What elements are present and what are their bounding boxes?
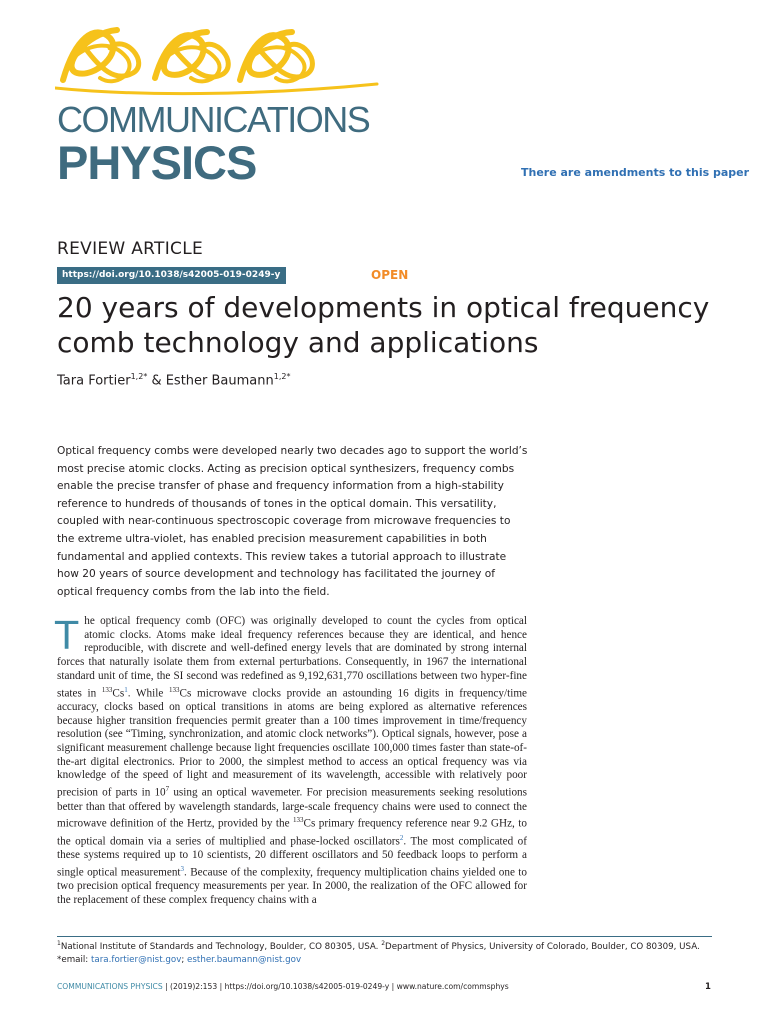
corresponding-author-icon[interactable]: * — [286, 372, 291, 381]
affiliations-footnote — [57, 940, 700, 952]
body-text-span: using an optical wavemeter. For precision measurements seeking resolutions better than that offered by wavelength standards, large-scale frequency chains were used to connect the microwave definition of the Hertz, provided by the — [57, 786, 528, 831]
author-name[interactable]: Tara Fortier — [57, 373, 131, 389]
element-symbol: Cs — [303, 818, 316, 831]
author-affiliation: 1,2 — [273, 372, 287, 381]
affiliation-marker: 2 — [381, 940, 386, 947]
doi-link[interactable]: https://doi.org/10.1038/s42005-019-0249-y — [57, 267, 286, 284]
footnote-divider — [57, 936, 712, 937]
author-affiliation: 1,2 — [130, 372, 144, 381]
body-text-span: he optical frequency comb (OFC) was originally developed to count the cycles from optical atomic clocks. Atoms make ideal frequency references because they are identical, and hence reproducible, with discrete and well-defined energy levels that are dominated by strong internal forces that naturally isolate them from external perturbations. Consequently, in 1967 the international standard unit of time, the SI second was redefined as 9,192,631,770 oscillations between two hyper-fine states in — [57, 615, 527, 700]
isotope-mass: 133 — [292, 816, 304, 825]
abstract: Optical frequency combs were developed nearly two decades ago to support the world’s most precise atomic clocks. Acting as precision optical synthesizers, frequency combs enable the precise transfer of phase and frequency information from a high-stability reference to hundreds of thousands of tones in the optical domain. This versatility, coupled with near-continuous spectroscopic coverage from microwave frequencies to the extreme ultra-violet, has enabled precision measurement capabilities in both fundamental and applied contexts. This review takes a tutorial approach to illustrate how 20 years of source development and technology has facilitated the journey of optical frequency combs from the lab into the field. — [57, 445, 528, 598]
journal-name-line2: PHYSICS — [57, 136, 257, 189]
body-text-span: . While — [127, 687, 170, 700]
affiliation-marker: 1 — [57, 940, 61, 947]
body-text-span: . Because of the complexity, frequency multiplication chains yielded one to two precision optical frequency measurements per year. In 2000, the realization of the OFC allowed for the replacement of these complex frequency chains with a — [57, 866, 528, 907]
reference-link[interactable]: 1 — [124, 685, 128, 694]
page-number: 1 — [705, 982, 711, 992]
exponent: 7 — [165, 785, 170, 794]
email-link[interactable]: tara.fortier@nist.gov — [91, 955, 182, 965]
email-footnote — [57, 955, 301, 965]
article-title: 20 years of developments in optical frequency comb technology and applications — [57, 291, 710, 359]
body-text — [57, 615, 527, 908]
email-link[interactable]: esther.baumann@nist.gov — [187, 955, 302, 965]
affiliation-text: Department of Physics, University of Colorado, Boulder, CO 80309, USA. — [385, 941, 700, 952]
element-symbol: Cs — [179, 687, 192, 700]
isotope-mass: 133 — [169, 685, 180, 694]
amendments-link[interactable]: There are amendments to this paper — [521, 166, 750, 179]
body-text-span: primary frequency reference near 9.2 GHz, to the optical domain via a series of multiplied and phase-locked oscillators — [57, 818, 527, 848]
page-footer — [57, 982, 509, 991]
footer-journal-name: COMMUNICATIONS PHYSICS — [57, 982, 163, 991]
email-label: *email: — [57, 955, 91, 965]
journal-logo-swirl — [55, 18, 385, 103]
footer-citation: | (2019)2:153 | https://doi.org/10.1038/s42005-019-0249-y | www.nature.com/commsphys — [162, 982, 509, 991]
author-list — [57, 372, 290, 388]
isotope-mass: 133 — [101, 685, 113, 694]
body-text-span: . The most complicated of these systems required up to 10 scientists, 20 different oscillators and 50 feedback loops to perform a single optical measurement — [57, 835, 527, 879]
reference-link[interactable]: 3 — [180, 864, 185, 873]
affiliation-text: National Institute of Standards and Technology, Boulder, CO 80305, USA. — [60, 941, 382, 952]
drop-cap: T — [55, 614, 79, 658]
article-type-label: REVIEW ARTICLE — [57, 239, 204, 259]
email-separator: ; — [181, 955, 188, 965]
reference-link[interactable]: 2 — [399, 833, 404, 842]
journal-name-line1: COMMUNICATIONS — [57, 99, 370, 140]
author-separator: & — [147, 373, 166, 389]
author-name[interactable]: Esther Baumann — [165, 373, 274, 389]
corresponding-author-icon[interactable]: * — [143, 372, 148, 381]
element-symbol: Cs — [112, 687, 125, 700]
body-text-span: microwave clocks provide an astounding 16 digits in frequency/time accuracy, clocks based on optical transitions in atoms are being explored as alternative references because higher transition frequencies permit greater than a 100 times improvement in time/frequency resolution (see “Timing, synchronization, and atomic clock networks”). Optical signals, however, pose a significant measurement challenge because light frequencies oscillate 100,000 times faster than state-of-the-art digital electronics. Prior to 2000, the simplest method to access an optical frequency was via knowledge of the speed of light and measurement of its wavelength, accessible with relatively poor precision of parts in 10 — [57, 687, 527, 799]
open-access-badge: OPEN — [371, 268, 409, 282]
